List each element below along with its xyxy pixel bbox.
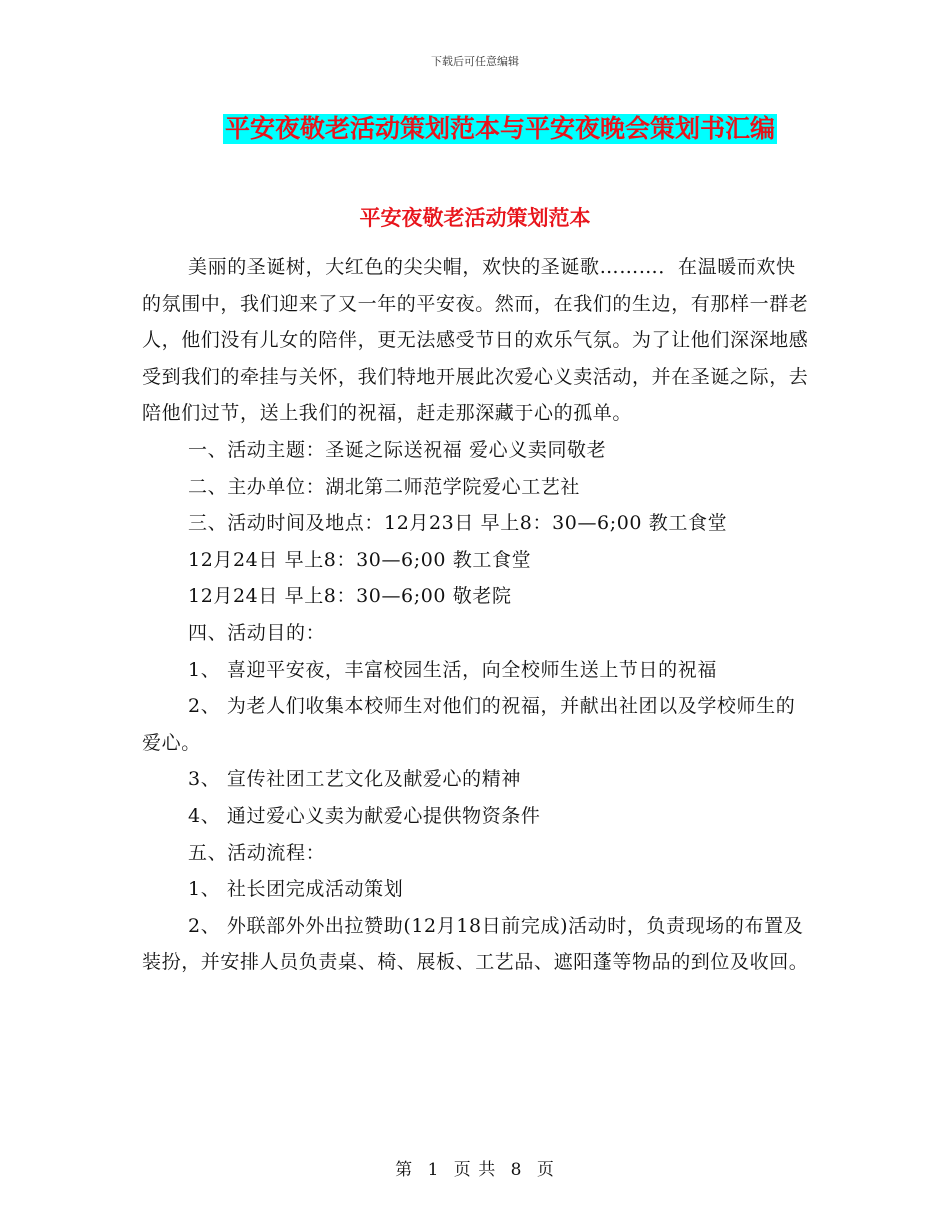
- footer-total-pages: 8: [510, 1160, 523, 1180]
- time-location-2: 12月24日 早上8：30—6;00 教工食堂: [188, 548, 532, 571]
- purpose-heading: 四、活动目的：: [188, 621, 326, 644]
- activity-theme: 一、活动主题：圣诞之际送祝福 爱心义卖同敬老: [188, 438, 607, 461]
- purpose-item-3: 3、 宣传社团工艺文化及献爱心的精神: [188, 768, 521, 791]
- footer-prefix: 第: [395, 1160, 414, 1180]
- page-footer: [0, 1155, 950, 1180]
- footer-middle: 页 共: [453, 1160, 497, 1180]
- header-note: 下载后可任意编辑: [431, 55, 519, 68]
- doc-title-container: [0, 114, 950, 144]
- footer-suffix: 页: [536, 1160, 555, 1180]
- process-heading: 五、活动流程：: [188, 841, 326, 864]
- process-item-2: 2、 外联部外外出拉赞助(12月18日前完成)活动时，负责现场的布置及装扮，并安排人员负责桌、椅、展板、工艺品、遮阳蓬等物品的到位及收回。: [142, 914, 809, 974]
- time-location-1: 三、活动时间及地点：12月23日 早上8：30—6;00 教工食堂: [188, 512, 728, 535]
- footer-page-number: 1: [427, 1160, 440, 1180]
- intro-paragraph: 美丽的圣诞树，大红色的尖尖帽，欢快的圣诞歌………．在温暖而欢快的氛围中，我们迎来了又一年的平安夜。然而，在我们的生边，有那样一群老人，他们没有儿女的陪伴，更无法感受节日的欢乐气氛。为了让他们深深地感受到我们的牵挂与关怀，我们特地开展此次爱心义卖活动，并在圣诞之际，去陪他们过节，送上我们的祝福，赶走那深藏于心的孤单。: [142, 256, 809, 425]
- purpose-item-1: 1、 喜迎平安夜，丰富校园生活，向全校师生送上节日的祝福: [188, 658, 717, 681]
- purpose-item-2: 2、 为老人们收集本校师生对他们的祝福，并献出社团以及学校师生的爱心。: [142, 695, 796, 754]
- section-title: 平安夜敬老活动策划范本: [359, 205, 591, 230]
- doc-title: 平安夜敬老活动策划范本与平安夜晚会策划书汇编: [224, 114, 775, 143]
- document-body: [142, 249, 814, 981]
- process-item-1: 1、 社长团完成活动策划: [188, 878, 404, 901]
- organizer: 二、主办单位：湖北第二师范学院爱心工艺社: [188, 475, 581, 498]
- time-location-3: 12月24日 早上8：30—6;00 敬老院: [188, 585, 512, 608]
- purpose-item-4: 4、 通过爱心义卖为献爱心提供物资条件: [188, 804, 541, 827]
